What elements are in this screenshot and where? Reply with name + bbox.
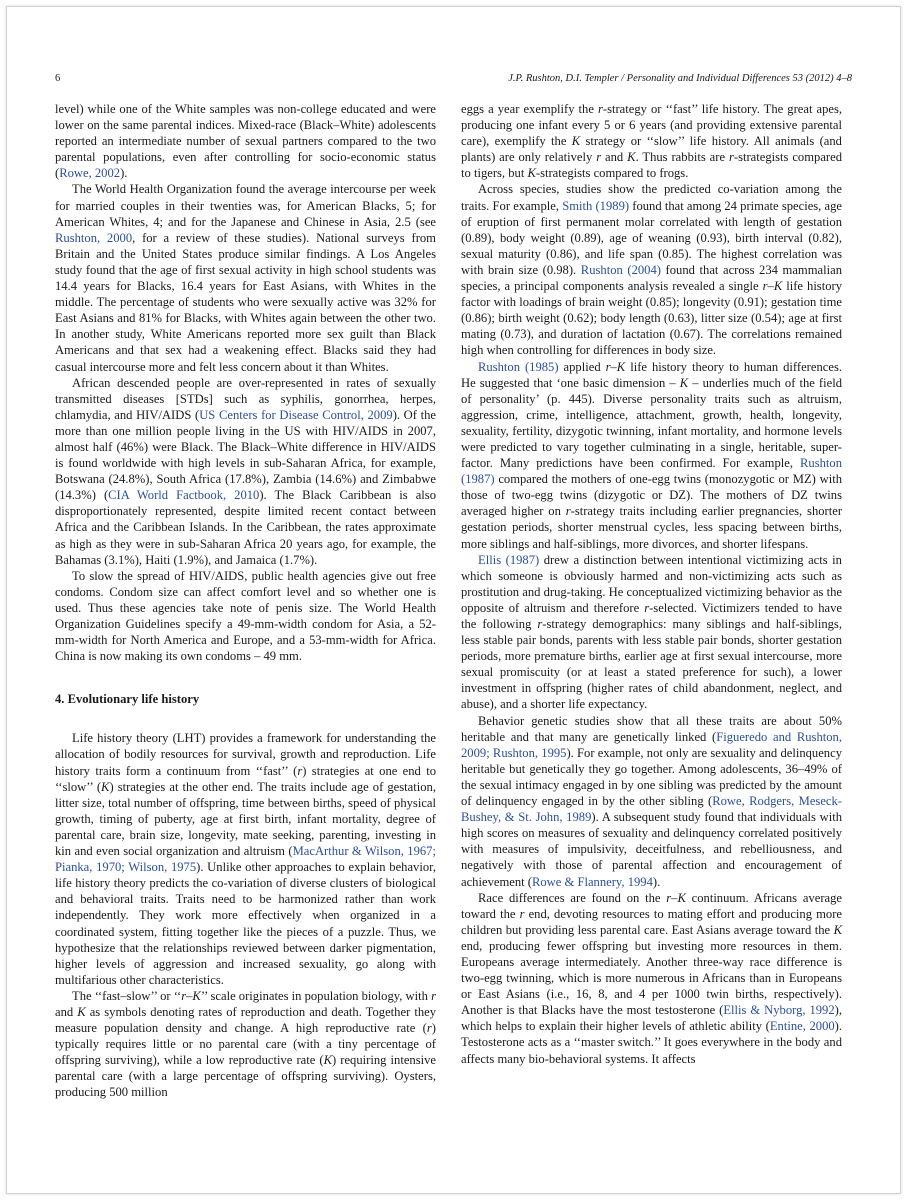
- citation-link[interactable]: Smith (1989): [562, 198, 630, 213]
- right-column: [461, 101, 842, 1067]
- citation-link[interactable]: Rushton (1985): [478, 359, 559, 374]
- paragraph: The ‘‘fast–slow’’ or ‘‘r–K’’ scale originates in population biology, with r and K as symbols denoting rates of reproduction and death. Together they measure population density and change. A high reproductive rate (r) typically requires little or no parental care (with a tiny percentage of offspring surviving), while a low reproductive rate (K) requiring intensive parental care (with a large percentage of offspring surviving). Oysters, producing 500 million: [55, 988, 436, 1100]
- section-heading: 4. Evolutionary life history: [55, 692, 200, 707]
- page-header: [55, 73, 852, 91]
- page-number: 6: [55, 73, 61, 84]
- paragraph: Race differences are found on the r–K continuum. Africans average toward the r end, devoting resources to mating effort and producing more children but providing less parental care. East Asians average toward the K end, producing fewer offspring but investing more resources in them. Europeans average intermediately. Another three-way race difference is two-egg twinning, which is more numerous in Africans than in Europeans or East Asians (i.e., 16, 8, and 4 per 1000 twin births, respectively). Another is that Blacks have the most testosterone (Ellis & Nyborg, 1992), which helps to explain their higher levels of athletic ability (Entine, 2000). Testosterone acts as a ‘‘master switch.’’ It goes everywhere in the body and affects many bio-behavioral systems. It affects: [461, 890, 843, 1066]
- citation-link[interactable]: Rowe, 2002: [59, 166, 121, 181]
- citation-link[interactable]: Entine, 2000: [769, 1019, 835, 1034]
- paragraph: Behavior genetic studies show that all these traits are about 50% heritable and that many are genetically linked (Figueredo and Rushton, 2009; Rushton, 1995). For example, not only are sexuality and delinquency heritable but genetically they go together. Among adolescents, 36–49% of the sexual intimacy engaged in by one sibling was predicted by the amount of delinquency engaged in by the other sibling (Rowe, Rodgers, Meseck-Bushey, & St. John, 1989). A subsequent study found that individuals with high scores on measures of sexuality and delinquency correlated positively with measures of impulsivity, deceitfulness, and rebelliousness, and negatively with those of parental affection and encouragement of achievement (Rowe & Flannery, 1994).: [461, 713, 843, 889]
- left-column: [55, 101, 436, 1101]
- citation-link[interactable]: Rushton, 2000: [55, 230, 133, 245]
- citation-link[interactable]: MacArthur & Wilson, 1967; Pianka, 1970; Wilson, 1975: [55, 844, 436, 875]
- citation-link[interactable]: Rowe & Flannery, 1994: [531, 874, 653, 889]
- running-head: J.P. Rushton, D.I. Templer / Personality and Individual Differences 53 (2012) 4–8: [508, 73, 852, 84]
- paragraph: level) while one of the White samples was non-college educated and were lower on the same parental indices. Mixed-race (Black–White) adolescents reported an intermediate number of sexual partners compared to the two parental populations, even after controlling for socio-economic status (Rowe, 2002).: [55, 102, 436, 181]
- citation-link[interactable]: Ellis & Nyborg, 1992: [723, 1003, 835, 1018]
- paragraph: The World Health Organization found the average intercourse per week for married couples in their twenties was, for American Blacks, 5; for American Whites, 4; and for the Japanese and Chinese in Asia, 2.5 (see Rushton, 2000, for a review of these studies). National surveys from Britain and the United States produce similar findings. A Los Angeles study found that the age of first sexual activity in high school students was 14.4 years for Blacks, 16.4 years for East Asians, with Whites in the middle. The percentage of students who were sexually active was 32% for East Asians and 81% for Blacks, with Whites again between the other two. In another study, White Americans reported more sex guilt than Black Americans and that sex had a weakening effect. Blacks said they had casual intercourse more and felt less concern about it than Whites.: [55, 182, 436, 374]
- paragraph: Rushton (1985) applied r–K life history theory to human differences. He suggested that ‘one basic dimension – K – underlies much of the field of personality’ (p. 445). Diverse personality traits such as altruism, aggression, crime, intelligence, attachment, growth, health, longevity, sexuality, fertility, dizygotic twinning, infant mortality, and hormone levels were predicted to vary together culminating in a single, heritable, super-factor. Many predictions have been confirmed. For example, Rushton (1987) compared the mothers of one-egg twins (monozygotic or MZ) with those of two-egg twins (dizygotic or DZ). The mothers of DZ twins averaged higher on r-strategy traits including earlier pregnancies, shorter gestation periods, shorter menstrual cycles, less spacing between births, more siblings and half-siblings, more divorces, and shorter lifespans.: [461, 359, 843, 551]
- paragraph: eggs a year exemplify the r-strategy or ‘‘fast’’ life history. The great apes, producing one infant every 5 or 6 years (and providing extensive parental care), exemplify the K strategy or ‘‘slow’’ life history. All animals (and plants) are only relatively r and K. Thus rabbits are r-strategists compared to tigers, but K-strategists compared to frogs.: [461, 102, 843, 181]
- citation-link[interactable]: CIA World Factbook, 2010: [108, 488, 260, 503]
- paragraph: Life history theory (LHT) provides a framework for understanding the allocation of bodily resources for survival, growth and reproduction. Life history traits form a continuum from ‘‘fast’’ (r) strategies at one end to ‘‘slow’’ (K) strategies at the other end. The traits include age of gestation, litter size, total number of offspring, time between births, speed of physical growth, timing of puberty, age at first birth, infant mortality, degree of parental care, brain size, longevity, mate seeking, parenting, investing in kin and even social organization and altruism (MacArthur & Wilson, 1967; Pianka, 1970; Wilson, 1975). Unlike other approaches to explain behavior, life history theory predicts the co-variation of diverse clusters of biological and behavioral traits. Traits need to be harmonized rather than work independently. They work more effectively when organized in a coordinated system, fitting together like the pieces of a puzzle. Thus, we hypothesize that the relationships reviewed between darker pigmentation, higher levels of aggression and increased sexuality, go along with multifarious other characteristics.: [55, 731, 436, 987]
- citation-link[interactable]: Figueredo and Rushton, 2009; Rushton, 1995: [461, 729, 842, 760]
- paragraph: To slow the spread of HIV/AIDS, public health agencies give out free condoms. Condom size can affect comfort level and so whether one is used. Thus these agencies take note of penis size. The World Health Organization Guidelines specify a 49-mm-width condom for Asia, a 52-mm-width for North America and Europe, and a 53-mm-width for Africa. China is now making its own condoms – 49 mm.: [55, 568, 436, 664]
- citation-link[interactable]: Rushton (2004): [580, 262, 661, 277]
- paragraph: Across species, studies show the predicted co-variation among the traits. For example, Smith (1989) found that among 24 primate species, age of eruption of first permanent molar correlated with length of gestation (0.89), body weight (0.89), age of weaning (0.93), birth interval (0.82), sexual maturity (0.86), and life span (0.85). The highest correlation was with brain size (0.98). Rushton (2004) found that across 234 mammalian species, a principal components analysis revealed a single r–K life history factor with loadings of brain weight (0.85); longevity (0.91); gestation time (0.86); birth weight (0.62); body length (0.63), litter size (0.54); age at first mating (0.73), and duration of lactation (0.67). The correlations remained high when controlling for differences in body size.: [461, 182, 842, 358]
- citation-link[interactable]: Rushton (1987): [461, 456, 842, 487]
- citation-link[interactable]: Rowe, Rodgers, Meseck-Bushey, & St. John, 1989: [461, 794, 842, 825]
- citation-link[interactable]: Ellis (1987): [478, 552, 540, 567]
- citation-link[interactable]: US Centers for Disease Control, 2009: [199, 407, 393, 422]
- paragraph: African descended people are over-represented in rates of sexually transmitted diseases [STDs] such as syphilis, gonorrhea, herpes, chlamydia, and HIV/AIDS (US Centers for Disease Control, 2009). Of the more than one million people living in the US with HIV/AIDS in 2007, almost half (46%) were Black. The Black–White difference in HIV/AIDS is found worldwide with high levels in sub-Saharan Africa, for example, Botswana (24.8%), South Africa (17.8%), Zambia (14.6%) and Zimbabwe (14.3%) (CIA World Factbook, 2010). The Black Caribbean is also disproportionately represented, despite limited recent contact between Africa and the Caribbean Islands. In the Caribbean, the rates approximate as high as they were in sub-Saharan Africa 20 years ago, for example, the Bahamas (3.1%), Haiti (1.9%), and Jamaica (1.7%).: [55, 375, 436, 567]
- paragraph: Ellis (1987) drew a distinction between intentional victimizing acts in which someone is obviously harmed and non-victimizing acts such as prostitution and drug-taking. He conceptualized victimizing behavior as the opposite of altruism and therefore r-selected. Victimizers tended to have the following r-strategy demographics: many siblings and half-siblings, less stable pair bonds, parents with less stable pair bonds, shorter gestation periods, more premature births, earlier age at first sexual intercourse, more sexual promiscuity (or at least a stated preference for such), a lower investment in offspring (higher rates of child abandonment, neglect, and abuse), and a shorter life expectancy.: [461, 552, 842, 712]
